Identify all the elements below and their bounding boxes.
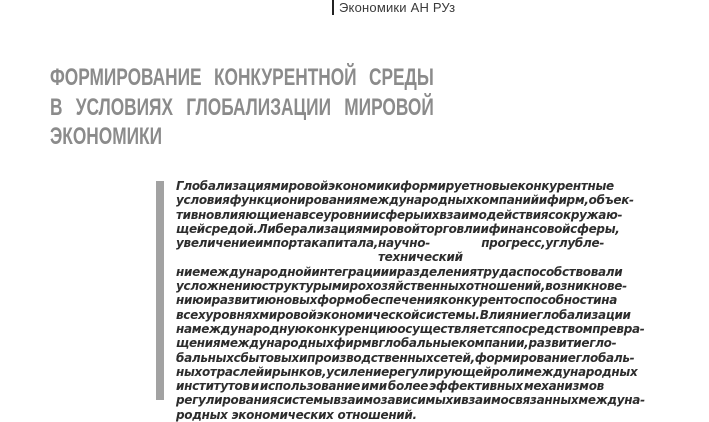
abstract-line-10: на международную конкуренцию осуществляется посредством превра- [176, 321, 645, 336]
abstract-line-16: родных экономических отношений. [176, 407, 417, 422]
abstract-line-15: регулирования системы взаимозависимых и взаимосвязанных междуна- [176, 393, 645, 408]
abstract-line-9: всех уровнях мировой экономической системы. Влияние глобализации [176, 307, 631, 322]
abstract-line-3: тивно влияющие на все уровни и сферы их взаимодействия с окружаю- [176, 207, 623, 222]
article-title-line-2: В УСЛОВИЯХ ГЛОБАЛИЗАЦИИ МИРОВОЙ [50, 93, 434, 121]
abstract-line-1: Глобализация мировой экономики формирует новые конкурентные [176, 179, 614, 193]
abstract-line-12: бальных сбытовых и производственных сетей, формирование глобаль- [176, 350, 635, 365]
abstract-line-13: ных отраслей и рынков, усиление регулирующей роли международных [176, 364, 638, 379]
article-title [50, 63, 434, 152]
article-title-line-3: ЭКОНОМИКИ [50, 123, 162, 150]
abstract-line-2: условия функционирования международных компаний и фирм, объек- [176, 193, 634, 208]
article-title-line-1: ФОРМИРОВАНИЕ КОНКУРЕНТНОЙ СРЕДЫ [50, 64, 434, 91]
running-head-text: Экономики АН РУз [339, 0, 456, 15]
abstract-line-8: нию и развитию новых форм обеспечения конкурентоспособности на [176, 293, 618, 308]
abstract-line-7: усложнению структуры мирохозяйственных отношений, возникнове- [176, 279, 627, 294]
abstract-line-5: увеличение импорта капитала, научно-технический прогресс, углубле- [176, 236, 604, 265]
abstract-accent-bar [156, 181, 164, 400]
abstract-line-14: институтов и использование ими более эффективных механизмов [176, 379, 604, 394]
abstract-line-6: ние международной интеграции и разделения труда способствовали [176, 264, 623, 279]
abstract-text [176, 179, 645, 422]
abstract-line-4: щей средой. Либерализация мировой торговли и финансовой сферы, [176, 221, 620, 236]
running-head-divider [332, 0, 334, 15]
abstract-line-11: щения международных фирм в глобальные компании, развитие гло- [176, 336, 617, 351]
